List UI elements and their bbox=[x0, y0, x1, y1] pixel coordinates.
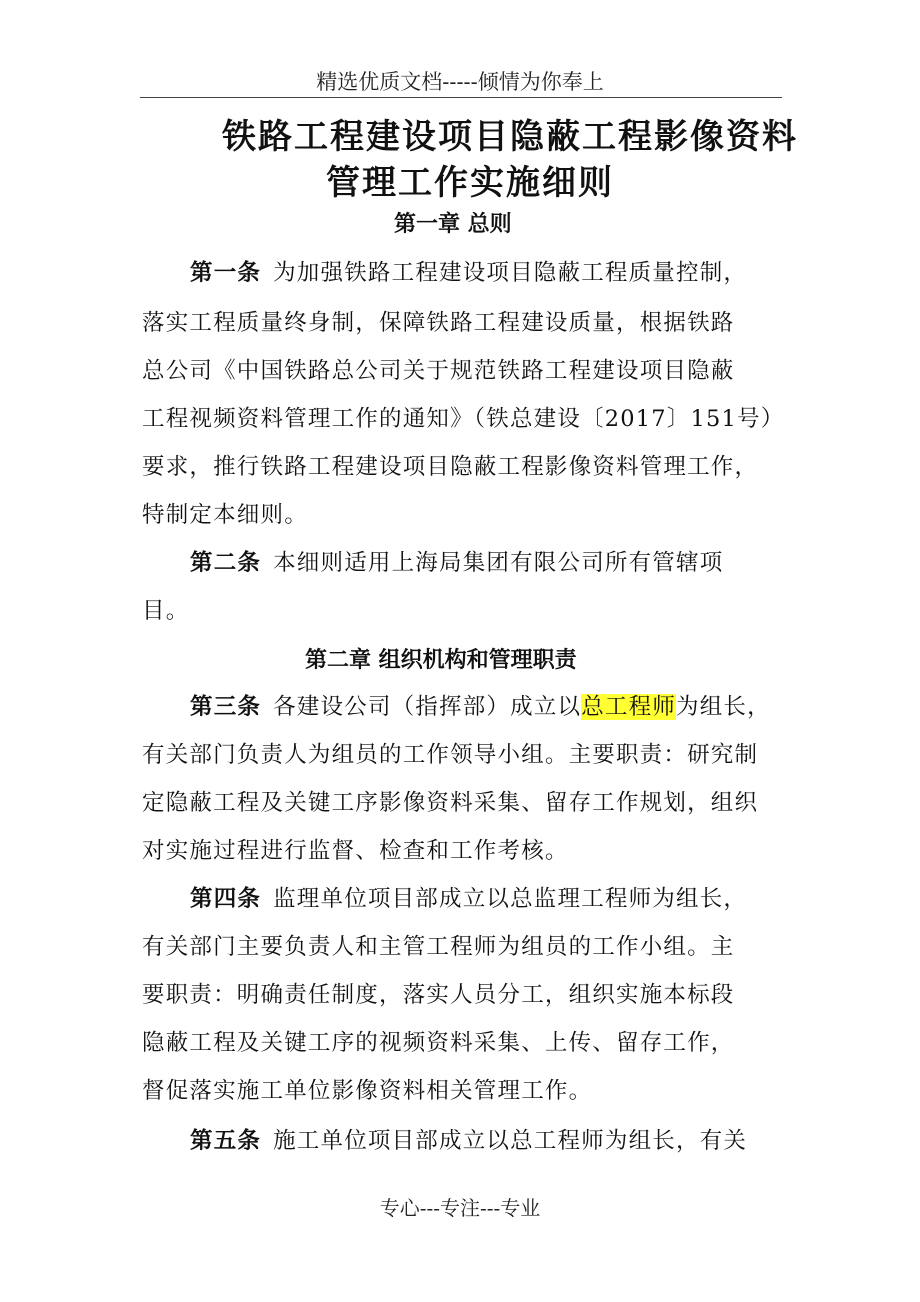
article-5-text: 施工单位项目部成立以总工程师为组长，有关 bbox=[273, 1128, 748, 1154]
article-4-label: 第四条 bbox=[190, 886, 262, 912]
header-divider bbox=[140, 97, 782, 98]
article-1-label: 第一条 bbox=[190, 260, 262, 286]
article-3-label: 第三条 bbox=[190, 694, 262, 720]
highlighted-text: 总工程师 bbox=[581, 694, 677, 720]
article-1-first-line bbox=[190, 258, 747, 288]
article-4-line: 有关部门主要负责人和主管工程师为组员的工作小组。主 bbox=[142, 934, 735, 960]
page-header: 精选优质文档-----倾情为你奉上 bbox=[316, 70, 604, 94]
document-title-line-2: 管理工作实施细则 bbox=[326, 163, 614, 203]
article-1-line: 要求，推行铁路工程建设项目隐蔽工程影像资料管理工作， bbox=[142, 454, 759, 480]
document-title-line-1: 铁路工程建设项目隐蔽工程影像资料 bbox=[222, 117, 798, 157]
article-1-line: 总公司《中国铁路总公司关于规范铁路工程建设项目隐蔽 bbox=[142, 358, 735, 384]
article-1-line: 落实工程质量终身制，保障铁路工程建设质量，根据铁路 bbox=[142, 310, 735, 336]
article-2-label: 第二条 bbox=[190, 550, 262, 576]
article-3-line: 有关部门负责人为组员的工作领导小组。主要职责：研究制 bbox=[142, 742, 759, 768]
article-1-line: 工程视频资料管理工作的通知》（铁总建设〔2017〕151号） bbox=[142, 406, 785, 432]
article-4-line: 督促落实施工单位影像资料相关管理工作。 bbox=[142, 1078, 593, 1104]
article-3-first-line bbox=[190, 692, 771, 722]
article-5-label: 第五条 bbox=[190, 1128, 262, 1154]
article-4-line: 要职责：明确责任制度，落实人员分工，组织实施本标段 bbox=[142, 982, 735, 1008]
article-4-first-line bbox=[190, 884, 747, 914]
article-3-line: 定隐蔽工程及关键工序影像资料采集、留存工作规划，组织 bbox=[142, 790, 759, 816]
article-1-line: 特制定本细则。 bbox=[142, 502, 308, 528]
article-4-line: 隐蔽工程及关键工序的视频资料采集、上传、留存工作， bbox=[142, 1030, 735, 1056]
article-2-text: 本细则适用上海局集团有限公司所有管辖项 bbox=[273, 550, 724, 576]
page-footer: 专心---专注---专业 bbox=[379, 1196, 541, 1220]
article-2-first-line bbox=[190, 548, 723, 578]
chapter-2-heading: 第二章 组织机构和管理职责 bbox=[305, 648, 577, 673]
article-3-text: 各建设公司（指挥部）成立以 bbox=[273, 694, 582, 720]
chapter-1-heading: 第一章 总则 bbox=[394, 212, 512, 237]
article-2-line: 目。 bbox=[142, 598, 190, 624]
article-3-text: 为组长， bbox=[676, 694, 771, 720]
article-1-text: 为加强铁路工程建设项目隐蔽工程质量控制， bbox=[273, 260, 748, 286]
article-3-line: 对实施过程进行监督、检查和工作考核。 bbox=[142, 838, 569, 864]
article-5-first-line bbox=[190, 1126, 747, 1156]
article-4-text: 监理单位项目部成立以总监理工程师为组长， bbox=[273, 886, 748, 912]
